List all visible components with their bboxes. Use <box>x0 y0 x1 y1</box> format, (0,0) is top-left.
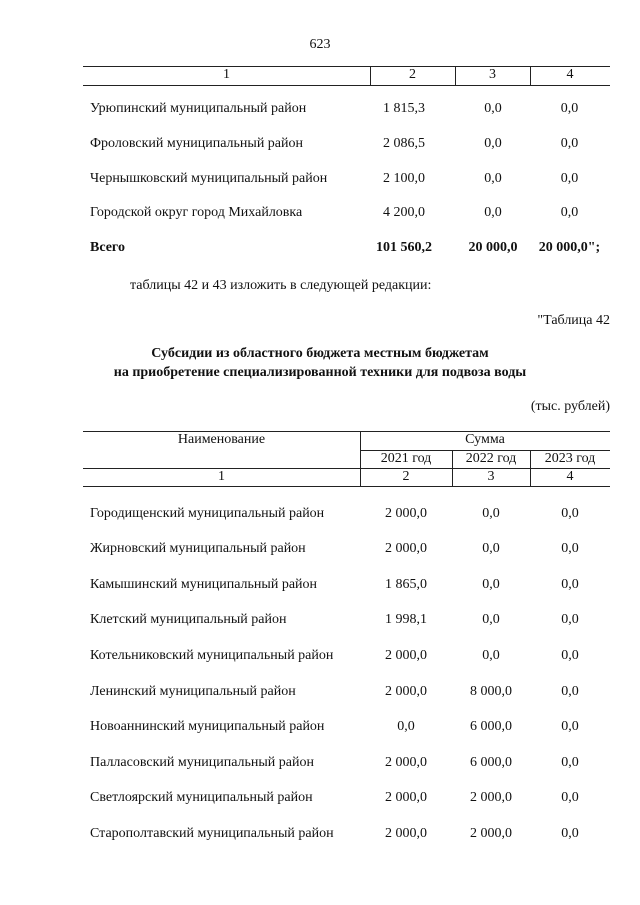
row-value-2021: 2 000,0 <box>385 790 427 805</box>
header-num-2: 2 <box>402 469 410 484</box>
row-value-2022: 0,0 <box>484 136 502 151</box>
row-value-2023: 0,0 <box>560 136 579 151</box>
table-row <box>0 826 640 846</box>
row-value-2021: 1 998,1 <box>385 612 427 627</box>
row-value-2023: 0,0 <box>561 541 579 556</box>
table-row <box>0 684 640 704</box>
table-row <box>0 719 640 739</box>
row-name: Клетский муниципальный район <box>90 612 287 627</box>
row-name: Камышинский муниципальный район <box>90 577 318 592</box>
row-value-2021: 4 200,0 <box>383 205 425 220</box>
instruction-text: таблицы 42 и 43 изложить в следующей редакции: <box>130 278 432 293</box>
row-value-2021: 2 000,0 <box>385 826 427 841</box>
row-value-2021: 0,0 <box>397 719 415 734</box>
table-row <box>0 577 640 597</box>
table-row <box>0 101 640 121</box>
table-title-line1: Субсидии из областного бюджета местным бюджетам <box>151 346 489 361</box>
table-row <box>0 136 640 156</box>
prev-header-num-4: 4 <box>566 67 574 82</box>
row-value-2023: 0,0 <box>561 719 579 734</box>
table-row <box>0 755 640 775</box>
row-value-2023: 0,0 <box>560 171 579 186</box>
prev-header-num-3: 3 <box>489 67 496 82</box>
row-value-2023: 0,0 <box>561 648 579 663</box>
column-header-2022: 2022 год <box>465 451 517 466</box>
row-value-2021: 1 815,3 <box>383 101 425 116</box>
row-name: Урюпинский муниципальный район <box>90 101 307 116</box>
row-name: Фроловский муниципальный район <box>90 136 304 151</box>
row-name: Жирновский муниципальный район <box>90 541 306 556</box>
row-value-2022: 6 000,0 <box>470 755 512 770</box>
row-name: Новоаннинский муниципальный район <box>90 719 325 734</box>
row-value-2021: 1 865,0 <box>385 577 427 592</box>
table-row <box>0 790 640 810</box>
row-value-2022: 0,0 <box>482 612 500 627</box>
row-name: Палласовский муниципальный район <box>90 755 314 770</box>
header-num-3: 3 <box>487 469 495 484</box>
row-value-2021: 2 100,0 <box>383 171 425 186</box>
row-value-2022: 0,0 <box>482 648 500 663</box>
units-label: (тыс. рублей) <box>530 399 610 414</box>
table-row <box>0 648 640 668</box>
total-label: Всего <box>90 240 125 255</box>
total-value-2023: 20 000,0"; <box>538 240 601 255</box>
row-name: Городской округ город Михайловка <box>90 205 303 220</box>
row-value-2022: 0,0 <box>484 171 502 186</box>
column-header-2023: 2023 год <box>544 451 596 466</box>
page-number: 623 <box>309 37 331 52</box>
table-row <box>0 541 640 561</box>
row-value-2023: 0,0 <box>560 101 579 116</box>
row-value-2022: 0,0 <box>482 541 500 556</box>
table-row <box>0 171 640 191</box>
column-header-name: Наименование <box>177 432 266 447</box>
row-value-2023: 0,0 <box>561 506 579 521</box>
row-value-2021: 2 086,5 <box>383 136 425 151</box>
row-value-2023: 0,0 <box>561 612 579 627</box>
row-name: Старополтавский муниципальный район <box>90 826 334 841</box>
prev-header-num-2: 2 <box>409 67 416 82</box>
row-name: Котельниковский муниципальный район <box>90 648 334 663</box>
row-value-2021: 2 000,0 <box>385 755 427 770</box>
row-value-2021: 2 000,0 <box>385 648 427 663</box>
total-value-2021: 101 560,2 <box>376 240 432 255</box>
column-header-sum: Сумма <box>465 432 505 447</box>
row-value-2022: 0,0 <box>482 506 500 521</box>
row-value-2021: 2 000,0 <box>385 684 427 699</box>
table-row <box>0 612 640 632</box>
row-value-2022: 2 000,0 <box>470 790 512 805</box>
table-label: "Таблица 42 <box>537 313 610 328</box>
total-row <box>0 240 640 260</box>
header-num-4: 4 <box>566 469 574 484</box>
column-header-2021: 2021 год <box>380 451 432 466</box>
row-value-2023: 0,0 <box>561 684 579 699</box>
row-name: Чернышковский муниципальный район <box>90 171 328 186</box>
table-row <box>0 506 640 526</box>
row-value-2023: 0,0 <box>561 755 579 770</box>
row-name: Городищенский муниципальный район <box>90 506 325 521</box>
row-value-2021: 2 000,0 <box>385 541 427 556</box>
row-value-2022: 0,0 <box>484 101 502 116</box>
row-value-2023: 0,0 <box>561 790 579 805</box>
total-value-2022: 20 000,0 <box>468 240 518 255</box>
prev-header-num-1: 1 <box>223 67 230 82</box>
table-row <box>0 205 640 225</box>
row-value-2022: 2 000,0 <box>470 826 512 841</box>
row-value-2022: 0,0 <box>482 577 500 592</box>
row-name: Светлоярский муниципальный район <box>90 790 313 805</box>
row-value-2022: 6 000,0 <box>470 719 512 734</box>
row-value-2022: 8 000,0 <box>470 684 512 699</box>
row-value-2021: 2 000,0 <box>385 506 427 521</box>
table-title-line2: на приобретение специализированной техники для подвоза воды <box>113 365 527 380</box>
row-value-2023: 0,0 <box>561 577 579 592</box>
row-value-2023: 0,0 <box>561 826 579 841</box>
header-num-1: 1 <box>218 469 225 484</box>
row-value-2023: 0,0 <box>560 205 579 220</box>
row-name: Ленинский муниципальный район <box>90 684 296 699</box>
row-value-2022: 0,0 <box>484 205 502 220</box>
